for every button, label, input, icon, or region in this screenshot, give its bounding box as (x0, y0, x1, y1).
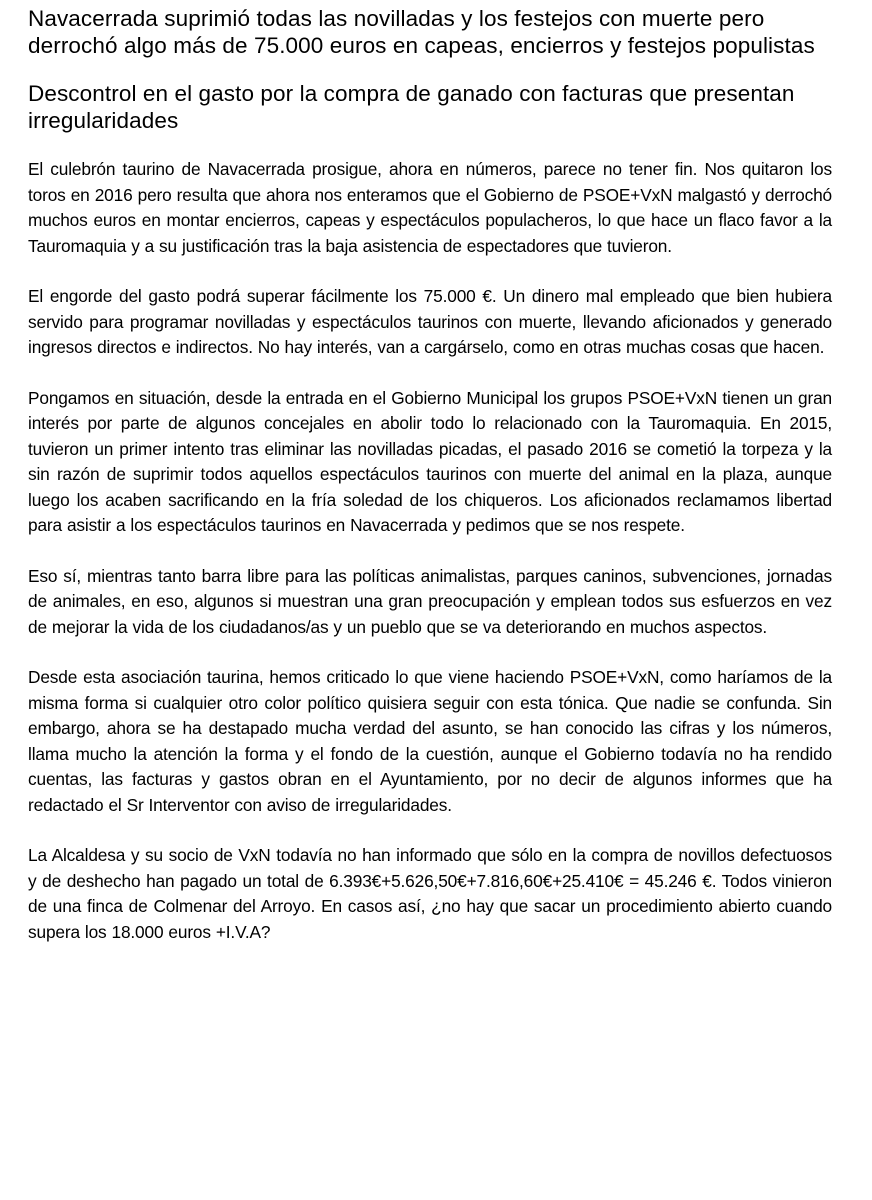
paragraph-3: Pongamos en situación, desde la entrada en el Gobierno Municipal los grupos PSOE+VxN tienen un gran interés por parte de algunos concejales en abolir todo lo relacionado con la Tauromaquia. En 2015, tuvieron un primer intento tras eliminar las novilladas picadas, el pasado 2016 se cometió la torpeza y la sin razón de suprimir todos aquellos espectáculos taurinos con muerte del animal en la plaza, aunque luego los acaben sacrificando en la fría soledad de los chiqueros. Los aficionados reclamamos libertad para asistir a los espectáculos taurinos en Navacerrada y pedimos que se nos respete. (28, 387, 832, 535)
paragraph-2: El engorde del gasto podrá superar fácilmente los 75.000 €. Un dinero mal empleado que bien hubiera servido para programar novilladas y espectáculos taurinos con muerte, llevando aficionados y generado ingresos directos e indirectos. No hay interés, van a cargárselo, como en otras muchas cosas que hacen. (28, 286, 832, 357)
subheadline: Descontrol en el gasto por la compra de ganado con facturas que presentan irregularidades (28, 81, 795, 133)
paragraph-6: La Alcaldesa y su socio de VxN todavía no han informado que sólo en la compra de novillos defectuosos y de deshecho han pagado un total de 6.393€+5.626,50€+7.816,60€+25.410€ = 45.246 €. Todos vinieron de una finca de Colmenar del Arroyo. En casos así, ¿no hay que sacar un procedimiento abierto cuando supera los 18.000 euros +I.V.A? (28, 845, 832, 942)
paragraph-5: Desde esta asociación taurina, hemos criticado lo que viene haciendo PSOE+VxN, como haríamos de la misma forma si cualquier otro color político quisiera seguir con esta tónica. Que nadie se confunda. Sin embargo, ahora se ha destapado mucha verdad del asunto, se han conocido las cifras y los números, llama mucho la atención la forma y el fondo de la cuestión, aunque el Gobierno todavía no ha rendido cuentas, las facturas y gastos obran en el Ayuntamiento, por no decir de algunos informes que ha redactado el Sr Interventor con aviso de irregularidades. (28, 667, 832, 815)
headline: Navacerrada suprimió todas las novilladas y los festejos con muerte pero derrochó algo más de 75.000 euros en capeas, encierros y festejos populistas (28, 6, 815, 58)
article-body (28, 157, 832, 945)
paragraph-1: El culebrón taurino de Navacerrada prosigue, ahora en números, parece no tener fin. Nos quitaron los toros en 2016 pero resulta que ahora nos enteramos que el Gobierno de PSOE+VxN malgastó y derrochó muchos euros en montar encierros, capeas y espectáculos populacheros, lo que hace un flaco favor a la Tauromaquia y a su justificación tras la baja asistencia de espectadores que tuvieron. (28, 159, 832, 256)
paragraph-4: Eso sí, mientras tanto barra libre para las políticas animalistas, parques caninos, subvenciones, jornadas de animales, en eso, algunos si muestran una gran preocupación y emplean todos sus esfuerzos en vez de mejorar la vida de los ciudadanos/as y un pueblo que se va deteriorando en muchos aspectos. (28, 565, 832, 637)
